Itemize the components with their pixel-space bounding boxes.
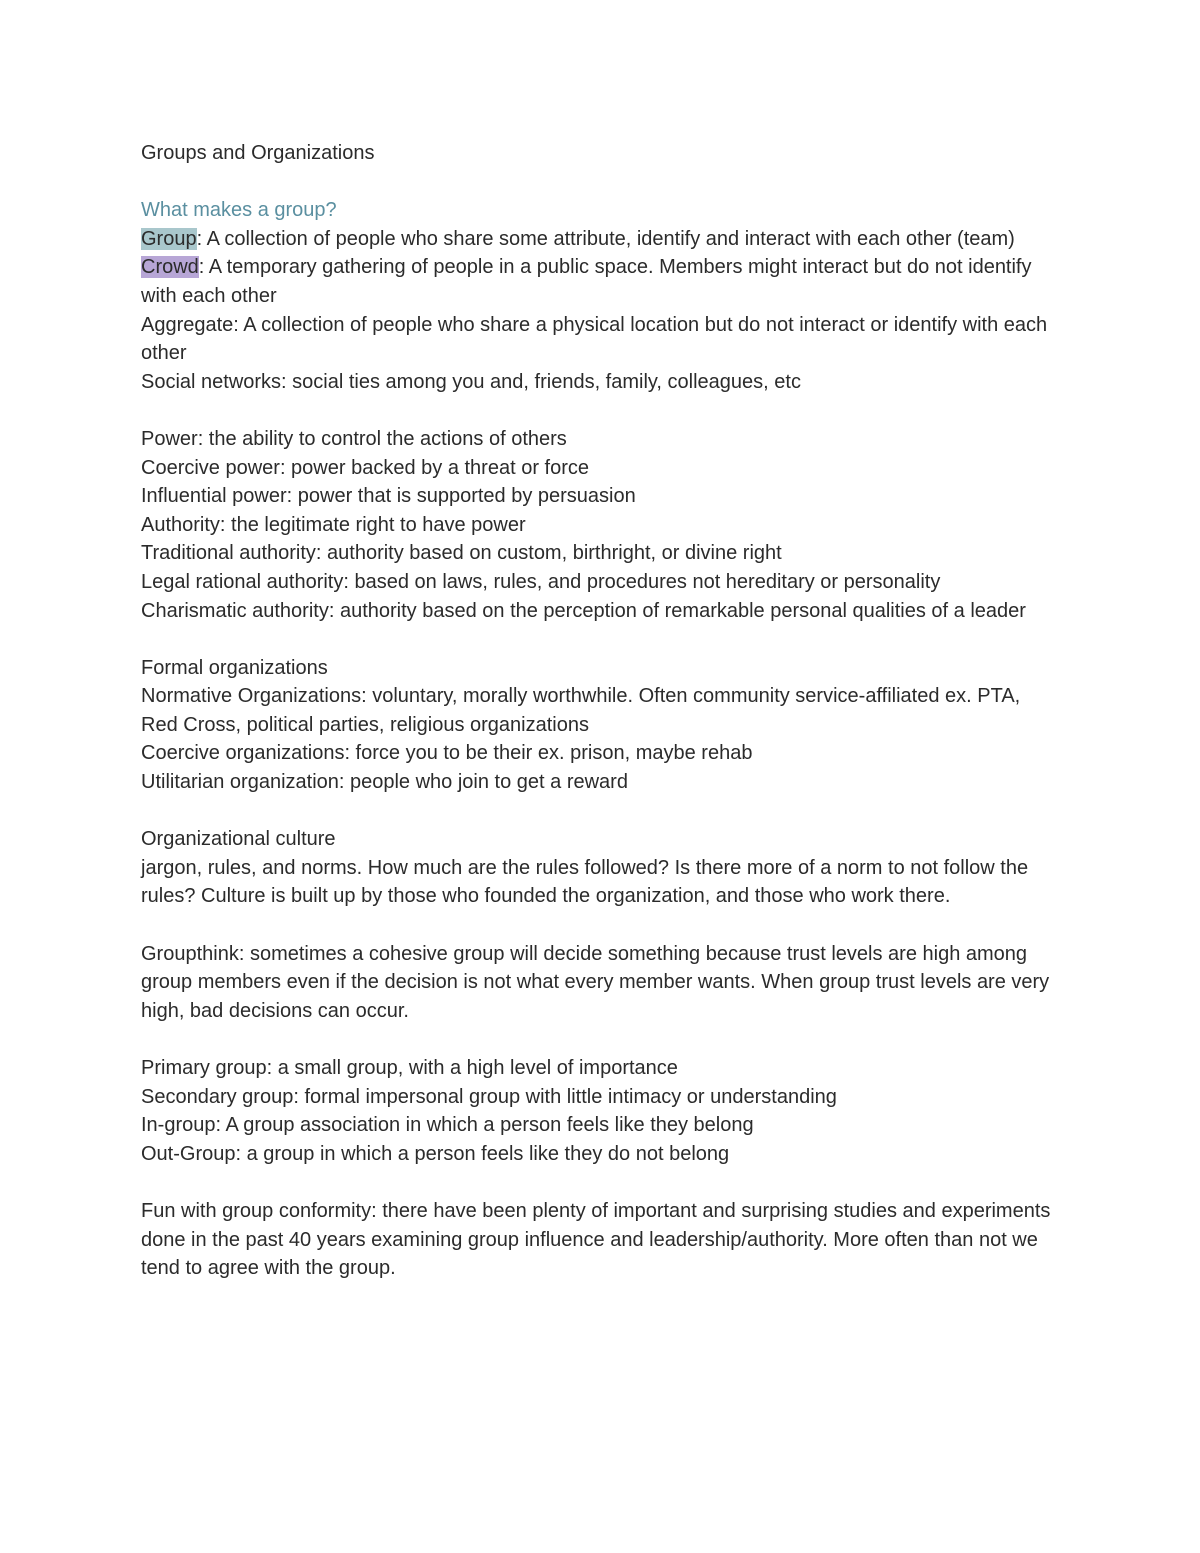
section-heading-formal-organizations: Formal organizations	[141, 656, 328, 679]
definition-coercive-power: Coercive power: power backed by a threat or force	[141, 456, 589, 479]
definition-primary-group: Primary group: a small group, with a high level of importance	[141, 1057, 678, 1079]
paragraph-organizational-culture: jargon, rules, and norms. How much are the rules followed? Is there more of a norm to not follow the rules? Culture is built up by those who founded the organization, and those who work there.	[141, 856, 1034, 908]
definition-utilitarian-organization: Utilitarian organization: people who join to get a reward	[141, 771, 628, 794]
paragraph-groupthink: Groupthink: sometimes a cohesive group will decide something because trust levels are high among group members even if the decision is not what every member wants. When group trust levels are very high, bad decisions can occur.	[141, 942, 1055, 1022]
spacer	[141, 396, 1061, 425]
section-heading-organizational-culture: Organizational culture	[141, 828, 336, 851]
spacer	[141, 168, 1061, 197]
spacer	[141, 1025, 1061, 1054]
document-page	[141, 139, 1061, 1283]
definition-influential-power: Influential power: power that is supported by persuasion	[141, 485, 636, 508]
highlighted-term-crowd: Crowd	[141, 256, 199, 279]
definition-crowd-text: : A temporary gathering of people in a public space. Members might interact but do not identify with each other	[141, 256, 1038, 307]
paragraph-group-conformity: Fun with group conformity: there have been plenty of important and surprising studies and experiments done in the past 40 years examining group influence and leadership/authority. More often than not we tend to agree with the group.	[141, 1199, 1056, 1280]
spacer	[141, 1168, 1061, 1197]
definition-in-group: In-group: A group association in which a person feels like they belong	[141, 1114, 754, 1137]
definition-out-group: Out-Group: a group in which a person feels like they do not belong	[141, 1142, 730, 1165]
definition-legal-rational-authority: Legal rational authority: based on laws, rules, and procedures not hereditary or personality	[141, 570, 941, 593]
highlighted-term-group: Group	[141, 227, 197, 250]
definition-secondary-group: Secondary group: formal impersonal group with little intimacy or understanding	[141, 1085, 837, 1108]
definition-aggregate: Aggregate: A collection of people who share a physical location but do not interact or identify with each other	[141, 313, 1053, 365]
definition-charismatic-authority: Charismatic authority: authority based on the perception of remarkable personal qualities of a leader	[141, 599, 1026, 622]
definition-coercive-organizations: Coercive organizations: force you to be their ex. prison, maybe rehab	[141, 742, 753, 765]
spacer	[141, 625, 1061, 654]
definition-normative-organizations: Normative Organizations: voluntary, morally worthwhile. Often community service-affiliated ex. PTA, Red Cross, political parties, religious organizations	[141, 685, 1026, 736]
section-heading-what-makes-a-group: What makes a group?	[141, 199, 337, 222]
definition-traditional-authority: Traditional authority: authority based on custom, birthright, or divine right	[141, 542, 782, 565]
definition-authority: Authority: the legitimate right to have power	[141, 513, 526, 536]
definition-power: Power: the ability to control the actions of others	[141, 427, 567, 450]
spacer	[141, 911, 1061, 940]
spacer	[141, 797, 1061, 826]
definition-social-networks: Social networks: social ties among you and, friends, family, colleagues, etc	[141, 370, 801, 393]
document-title: Groups and Organizations	[141, 142, 375, 164]
definition-group-text: : A collection of people who share some attribute, identify and interact with each other (team)	[196, 227, 1015, 250]
definition-crowd	[141, 253, 1061, 310]
definition-group	[141, 225, 1061, 254]
